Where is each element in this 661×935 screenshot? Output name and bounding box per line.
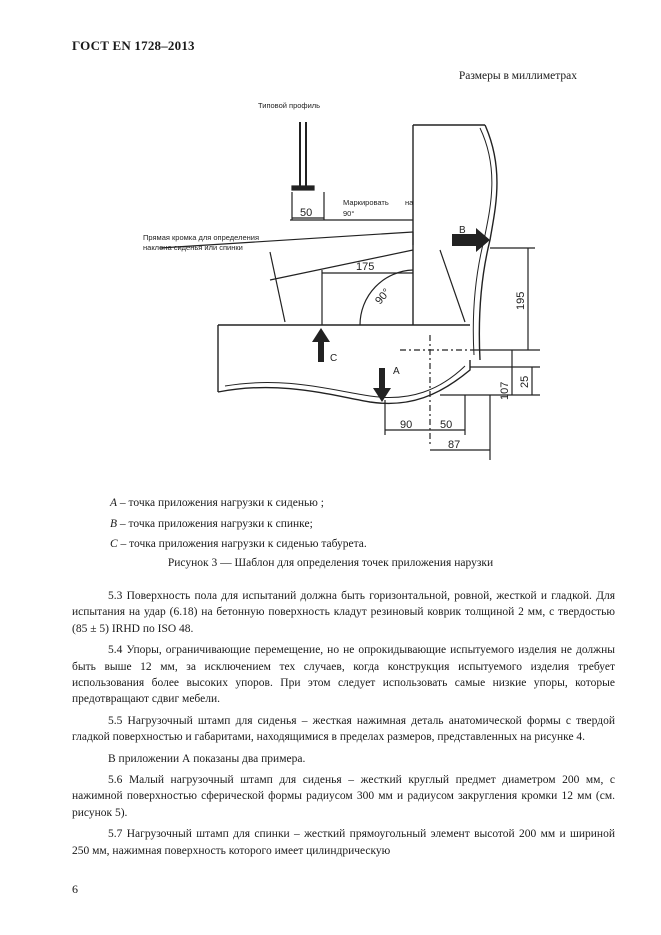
dim-25: 25 [519,375,531,388]
seat-bottom-inner [225,366,465,398]
arrow-a-shaft [379,368,385,388]
paragraph-5-5: 5.5 Нагрузочный штамп для сиденья – жесткая нажимная деталь анатомической формы с твердой гладкой поверхностью и габаритами, находящимися в пределах размеров, представленных на рисунке 4. [72,714,615,744]
arrow-c-shaft [318,342,324,362]
dim-angle-90: 90° [373,286,393,307]
seat-bottom-profile [218,360,470,403]
paragraph-annex-note: В приложении А показаны два примера. [108,752,306,765]
label-point-a: A [393,366,400,377]
paragraph-5-4: 5.4 Упоры, ограничивающие перемещение, но не опрокидывающие испытуемого изделия не должны быть выше 12 мм, за исключением тех случаев, когда конструкция испытуемого изделия требует использования более высоких упоров. При этом следует использовать самые низкие упоры, которые предотвращают сдвиг мебели. [72,644,615,706]
page-number: 6 [72,882,78,896]
leader-line [440,250,465,322]
document-header: ГОСТ EN 1728–2013 [72,38,195,53]
dim-50-top: 50 [300,207,313,219]
label-mark-na: на [405,198,414,207]
dim-107: 107 [499,381,511,400]
label-point-c: C [330,353,338,364]
arrow-c-head [312,328,330,342]
dim-195: 195 [515,291,527,310]
label-point-b: B [459,225,466,236]
figure-legend [110,493,367,555]
figure-caption: Рисунок 3 — Шаблон для определения точек приложения нарузки [167,557,494,569]
dim-50-bottom: 50 [440,419,453,431]
paragraph-5-3: 5.3 Поверхность пола для испытаний должна быть горизонтальной, ровной, жесткой и гладкой. Для испытания на удар (6.18) на бетонную поверхность кладут резиновый коврик толщиной 2 мм, с твердостью (85 ± 5) IRHD по ISO 48. [72,590,615,635]
dim-175: 175 [356,261,375,273]
dim-87: 87 [448,439,461,451]
label-mark-at: Маркировать [343,198,389,207]
label-typical-profile: Типовой профиль [258,101,321,110]
paragraph-5-6: 5.6 Малый нагрузочный штамп для сиденья – жесткий круглый предмет диаметром 200 мм, с нажимной поверхностью сферической формы радиусом 300 мм и радиусом закругления кромки 12 мм (см. рисунок 5). [72,774,615,819]
label-straight-edge-1: Прямая кромка для определения [143,233,260,242]
legend-item-b: B – точка приложения нагрузки к спинке; [110,517,313,530]
legend-item-c: C – точка приложения нагрузки к сиденью табурета. [110,538,367,550]
profile-base [292,186,314,190]
label-straight-edge-2: наклона сиденья или спинки [143,243,243,252]
legend-item-a: A – точка приложения нагрузки к сиденью ; [110,497,324,509]
dim-90: 90 [400,419,413,431]
leader-line [270,252,285,322]
paragraph-5-7: 5.7 Нагрузочный штамп для спинки – жесткий прямоугольный элемент высотой 200 мм и шириной 250 мм, нажимная поверхность которого имеет цилиндрическую [72,828,615,857]
arrow-a-head [373,388,391,402]
body-text [72,588,615,864]
units-note: Размеры в миллиметрах [458,70,577,82]
label-angle-small: 90° [343,209,355,218]
